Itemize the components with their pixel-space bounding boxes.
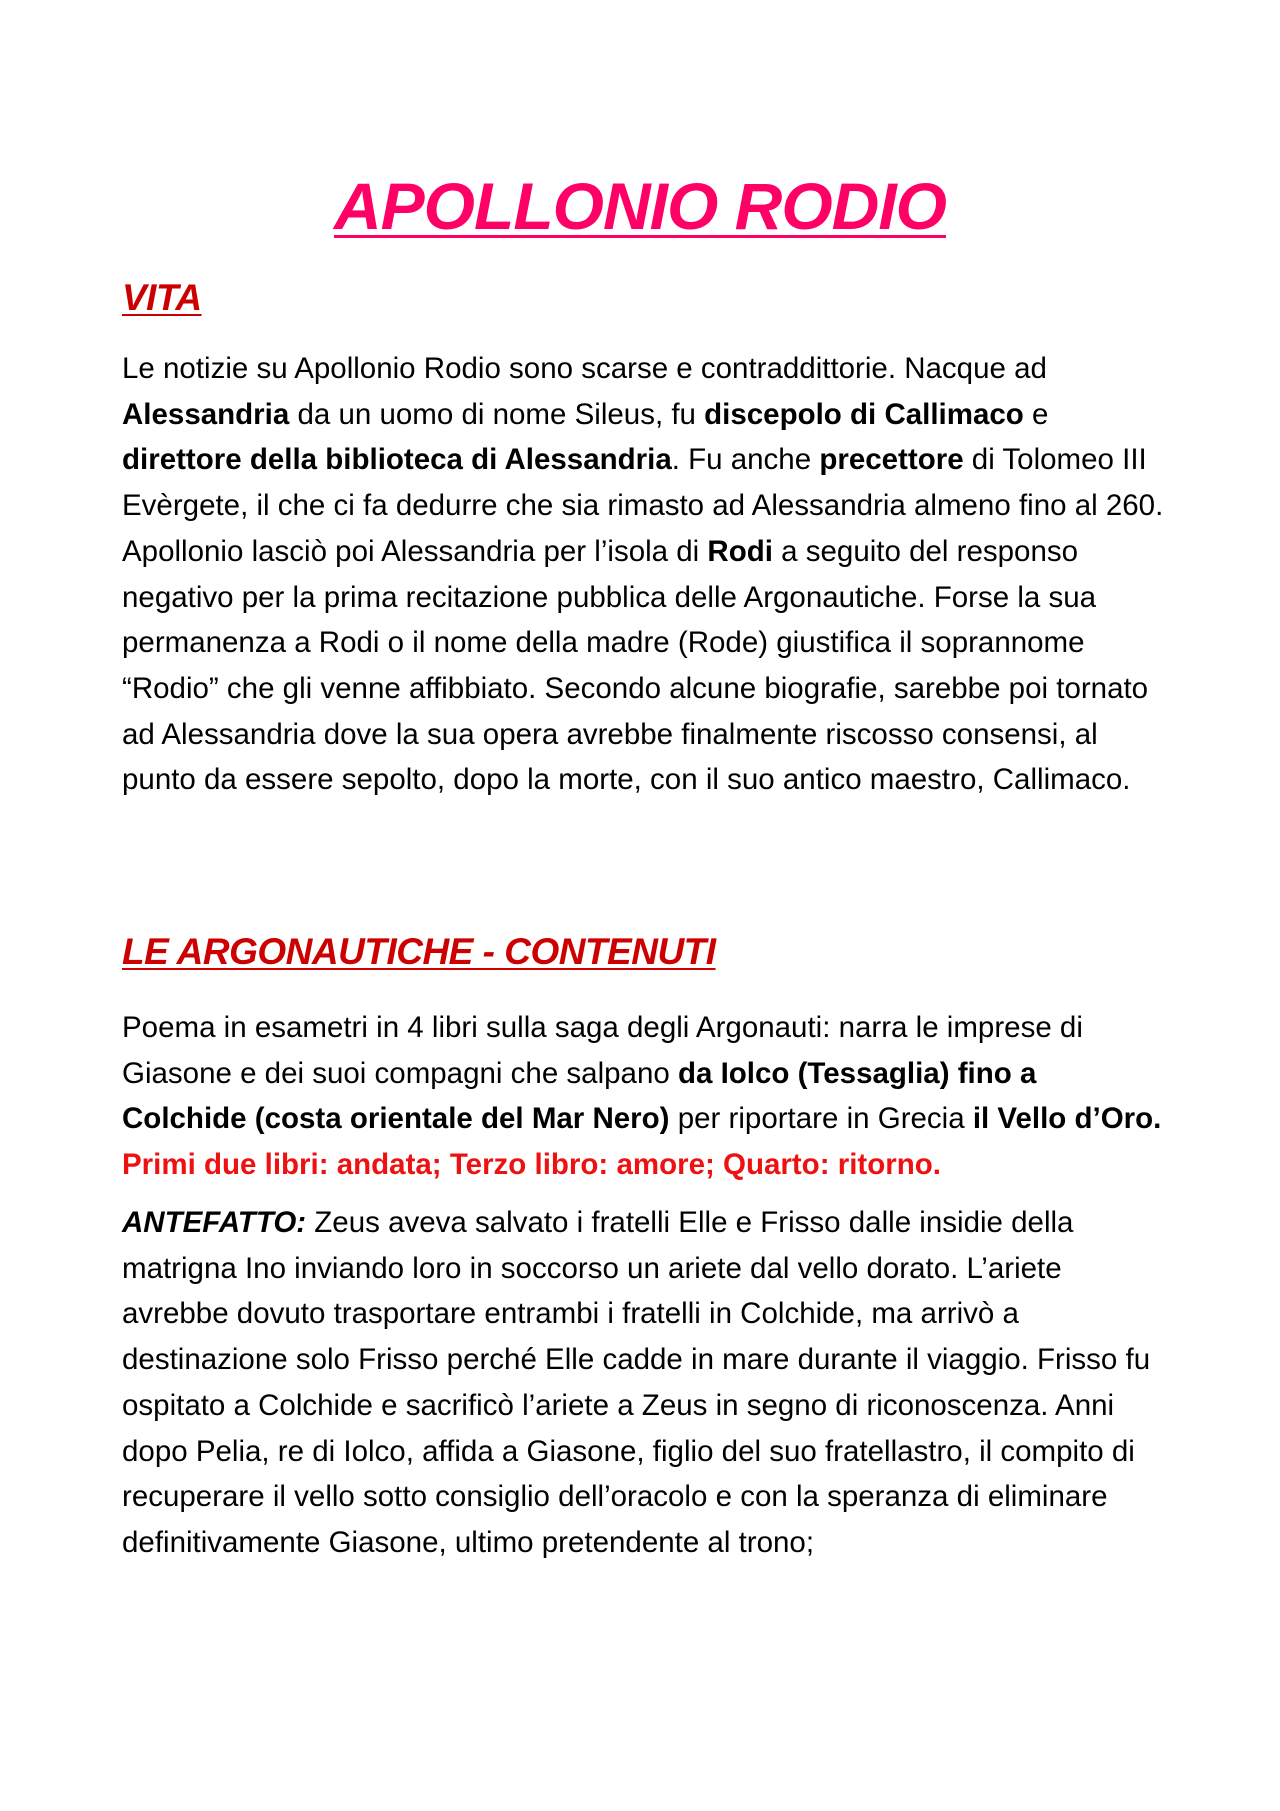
document-title: APOLLONIO RODIO xyxy=(334,169,946,243)
text-run: Zeus aveva salvato i fratelli Elle e Frisso dalle insidie della matrigna Ino inviando loro in soccorso un ariete dal vello dorato. L’ariete avrebbe dovuto trasportare entrambi i fratelli in Colchide, ma arrivò a destinazione solo Frisso perché Elle cadde in mare durante il viaggio. Frisso fu ospitato a Colchide e sacrificò l’ariete a Zeus in segno di riconoscenza. Anni dopo Pelia, re di Iolco, affida a Giasone, figlio del suo fratellastro, il compito di recuperare il vello sotto consiglio dell’oracolo e con la speranza di eliminare definitivamente Giasone, ultimo pretendente al trono; xyxy=(122,1206,1151,1559)
antefatto-paragraph xyxy=(122,1200,1167,1566)
bold-run: Alessandria xyxy=(122,397,290,431)
text-run: e xyxy=(1023,397,1049,431)
text-run: da un uomo di nome Sileus, fu xyxy=(289,397,705,431)
bold-run: il Vello d’Oro. xyxy=(972,1102,1162,1136)
bold-run: da Iolco (Tessaglia) fino a Colchide (costa orientale del Mar Nero) xyxy=(122,1056,1037,1136)
section-heading-argonautiche: LE ARGONAUTICHE - CONTENUTI xyxy=(122,931,716,972)
antefatto-label: ANTEFATTO: xyxy=(122,1206,307,1239)
highlight-run: Primi due libri: andata; Terzo libro: amore; Quarto: ritorno. xyxy=(122,1148,941,1182)
bold-run: precettore xyxy=(819,443,964,477)
section-heading-vita: VITA xyxy=(122,277,202,318)
text-run: di Tolomeo III Evèrgete, il che ci fa dedurre che sia rimasto ad Alessandria almeno fino al 260. Apollonio lasciò poi Alessandria per l’isola di xyxy=(122,443,1164,568)
text-run: . Fu anche xyxy=(671,443,820,477)
text-run: Le notizie su Apollonio Rodio sono scarse e contraddittorie. Nacque ad xyxy=(122,352,1047,385)
vita-paragraph xyxy=(122,346,1167,803)
text-run: a seguito del responso negativo per la prima recitazione pubblica delle Argonautiche. Forse la sua permanenza a Rodi o il nome della madre (Rode) giustifica il soprannome “Rodio” che gli venne affibbiato. Secondo alcune biografie, sarebbe poi tornato ad Alessandria dove la sua opera avrebbe finalmente riscosso consensi, al punto da essere sepolto, dopo la morte, con il suo antico maestro, Callimaco. xyxy=(122,534,1149,797)
bold-run: Rodi xyxy=(707,534,773,568)
bold-run: direttore della biblioteca di Alessandria xyxy=(122,443,672,477)
argonautiche-paragraph xyxy=(122,1005,1167,1188)
bold-run: discepolo di Callimaco xyxy=(704,397,1024,431)
text-run: Poema in esametri in 4 libri sulla saga degli Argonauti: narra le imprese di Giasone e dei suoi compagni che salpano xyxy=(122,1011,1083,1090)
text-run: per riportare in Grecia xyxy=(669,1102,973,1136)
